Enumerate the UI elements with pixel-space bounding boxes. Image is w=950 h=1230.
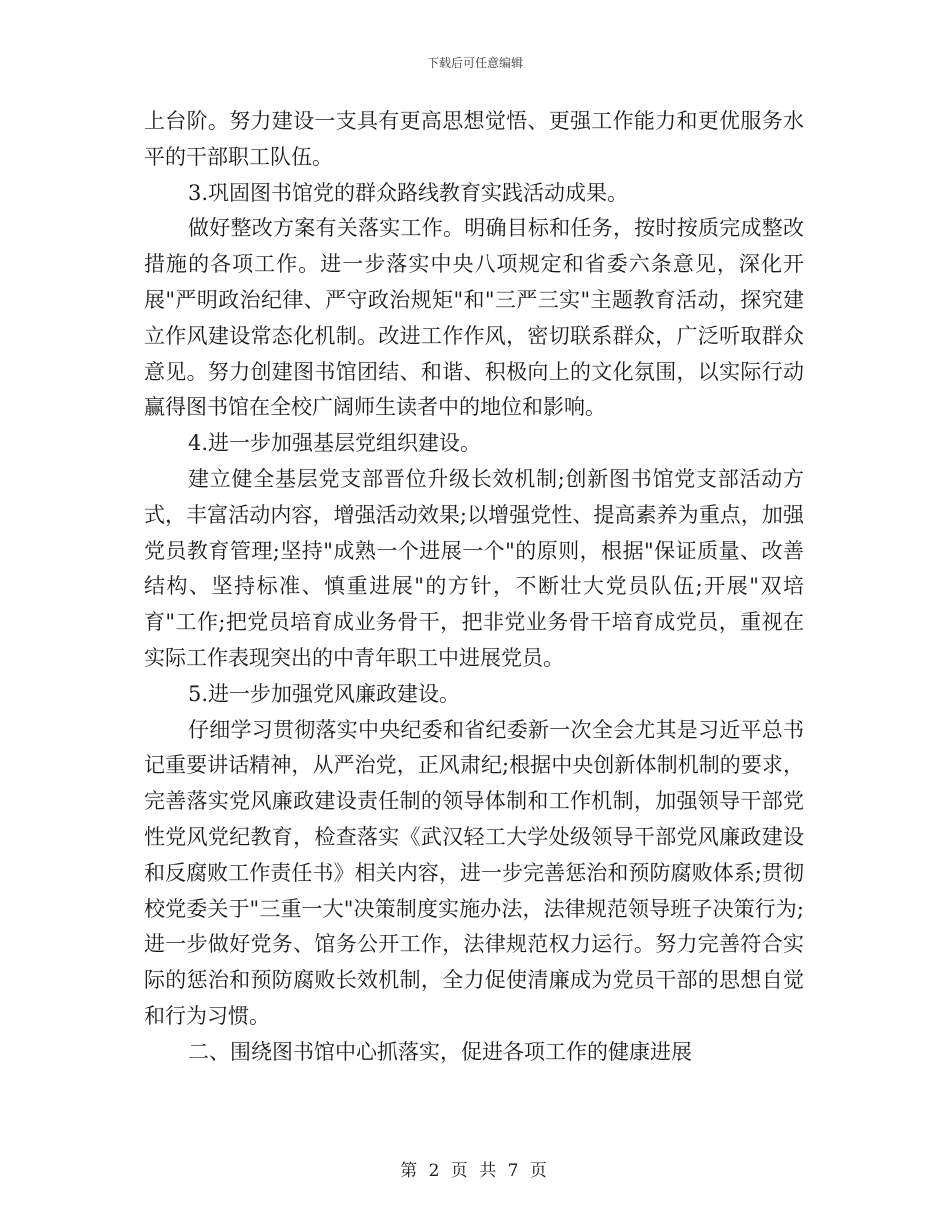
section-heading-4: 4.进一步加强基层党组织建设。 [188, 431, 482, 456]
section-heading-5: 5.进一步加强党风廉政建设。 [188, 681, 461, 706]
section-heading-2: 二、围绕图书馆中心抓落实，促进各项工作的健康进展 [188, 1039, 692, 1064]
document-body [144, 104, 804, 1071]
page-number: 第 2 页 共 7 页 [400, 1161, 550, 1181]
paragraph-body: 仔细学习贯彻落实中央纪委和省纪委新一次全会尤其是习近平总书记重要讲话精神，从严治党，正风肃纪;根据中央创新体制机制的要求，完善落实党风廉政建设责任制的领导体制和工作机制，加强领导干部党性党风党纪教育，检查落实《武汉轻工大学处级领导干部党风廉政建设和反腐败工作责任书》相关内容，进一步完善惩治和预防腐败体系;贯彻校党委关于"三重一大"决策制度实施办法，法律规范领导班子决策行为;进一步做好党务、馆务公开工作，法律规范权力运行。努力完善符合实际的惩治和预防腐败长效机制，全力促使清廉成为党员干部的思想自觉和行为习惯。 [144, 717, 804, 1028]
paragraph-body: 建立健全基层党支部晋位升级长效机制;创新图书馆党支部活动方式，丰富活动内容，增强活动效果;以增强党性、提高素养为重点，加强党员教育管理;坚持"成熟一个进展一个"的原则，根据"保证质量、改善结构、坚持标准、慎重进展"的方针，不断壮大党员队伍;开展"双培育"工作;把党员培育成业务骨干，把非党业务骨干培育成党员，重视在实际工作表现突出的中青年职工中进展党员。 [144, 466, 804, 670]
section-heading-3: 3.巩固图书馆党的群众路线教育实践活动成果。 [188, 180, 629, 205]
paragraph-body: 做好整改方案有关落实工作。明确目标和任务，按时按质完成整改措施的各项工作。进一步落实中央八项规定和省委六条意见，深化开展"严明政治纪律、严守政治规矩"和"三严三实"主题教育活动，探究建立作风建设常态化机制。改进工作作风，密切联系群众，广泛听取群众意见。努力创建图书馆团结、和谐、积极向上的文化氛围，以实际行动赢得图书馆在全校广阔师生读者中的地位和影响。 [144, 216, 804, 420]
paragraph-continuation: 上台阶。努力建设一支具有更高思想觉悟、更强工作能力和更优服务水平的干部职工队伍。 [144, 109, 804, 169]
page-header: 下载后可任意编辑 [426, 56, 523, 70]
